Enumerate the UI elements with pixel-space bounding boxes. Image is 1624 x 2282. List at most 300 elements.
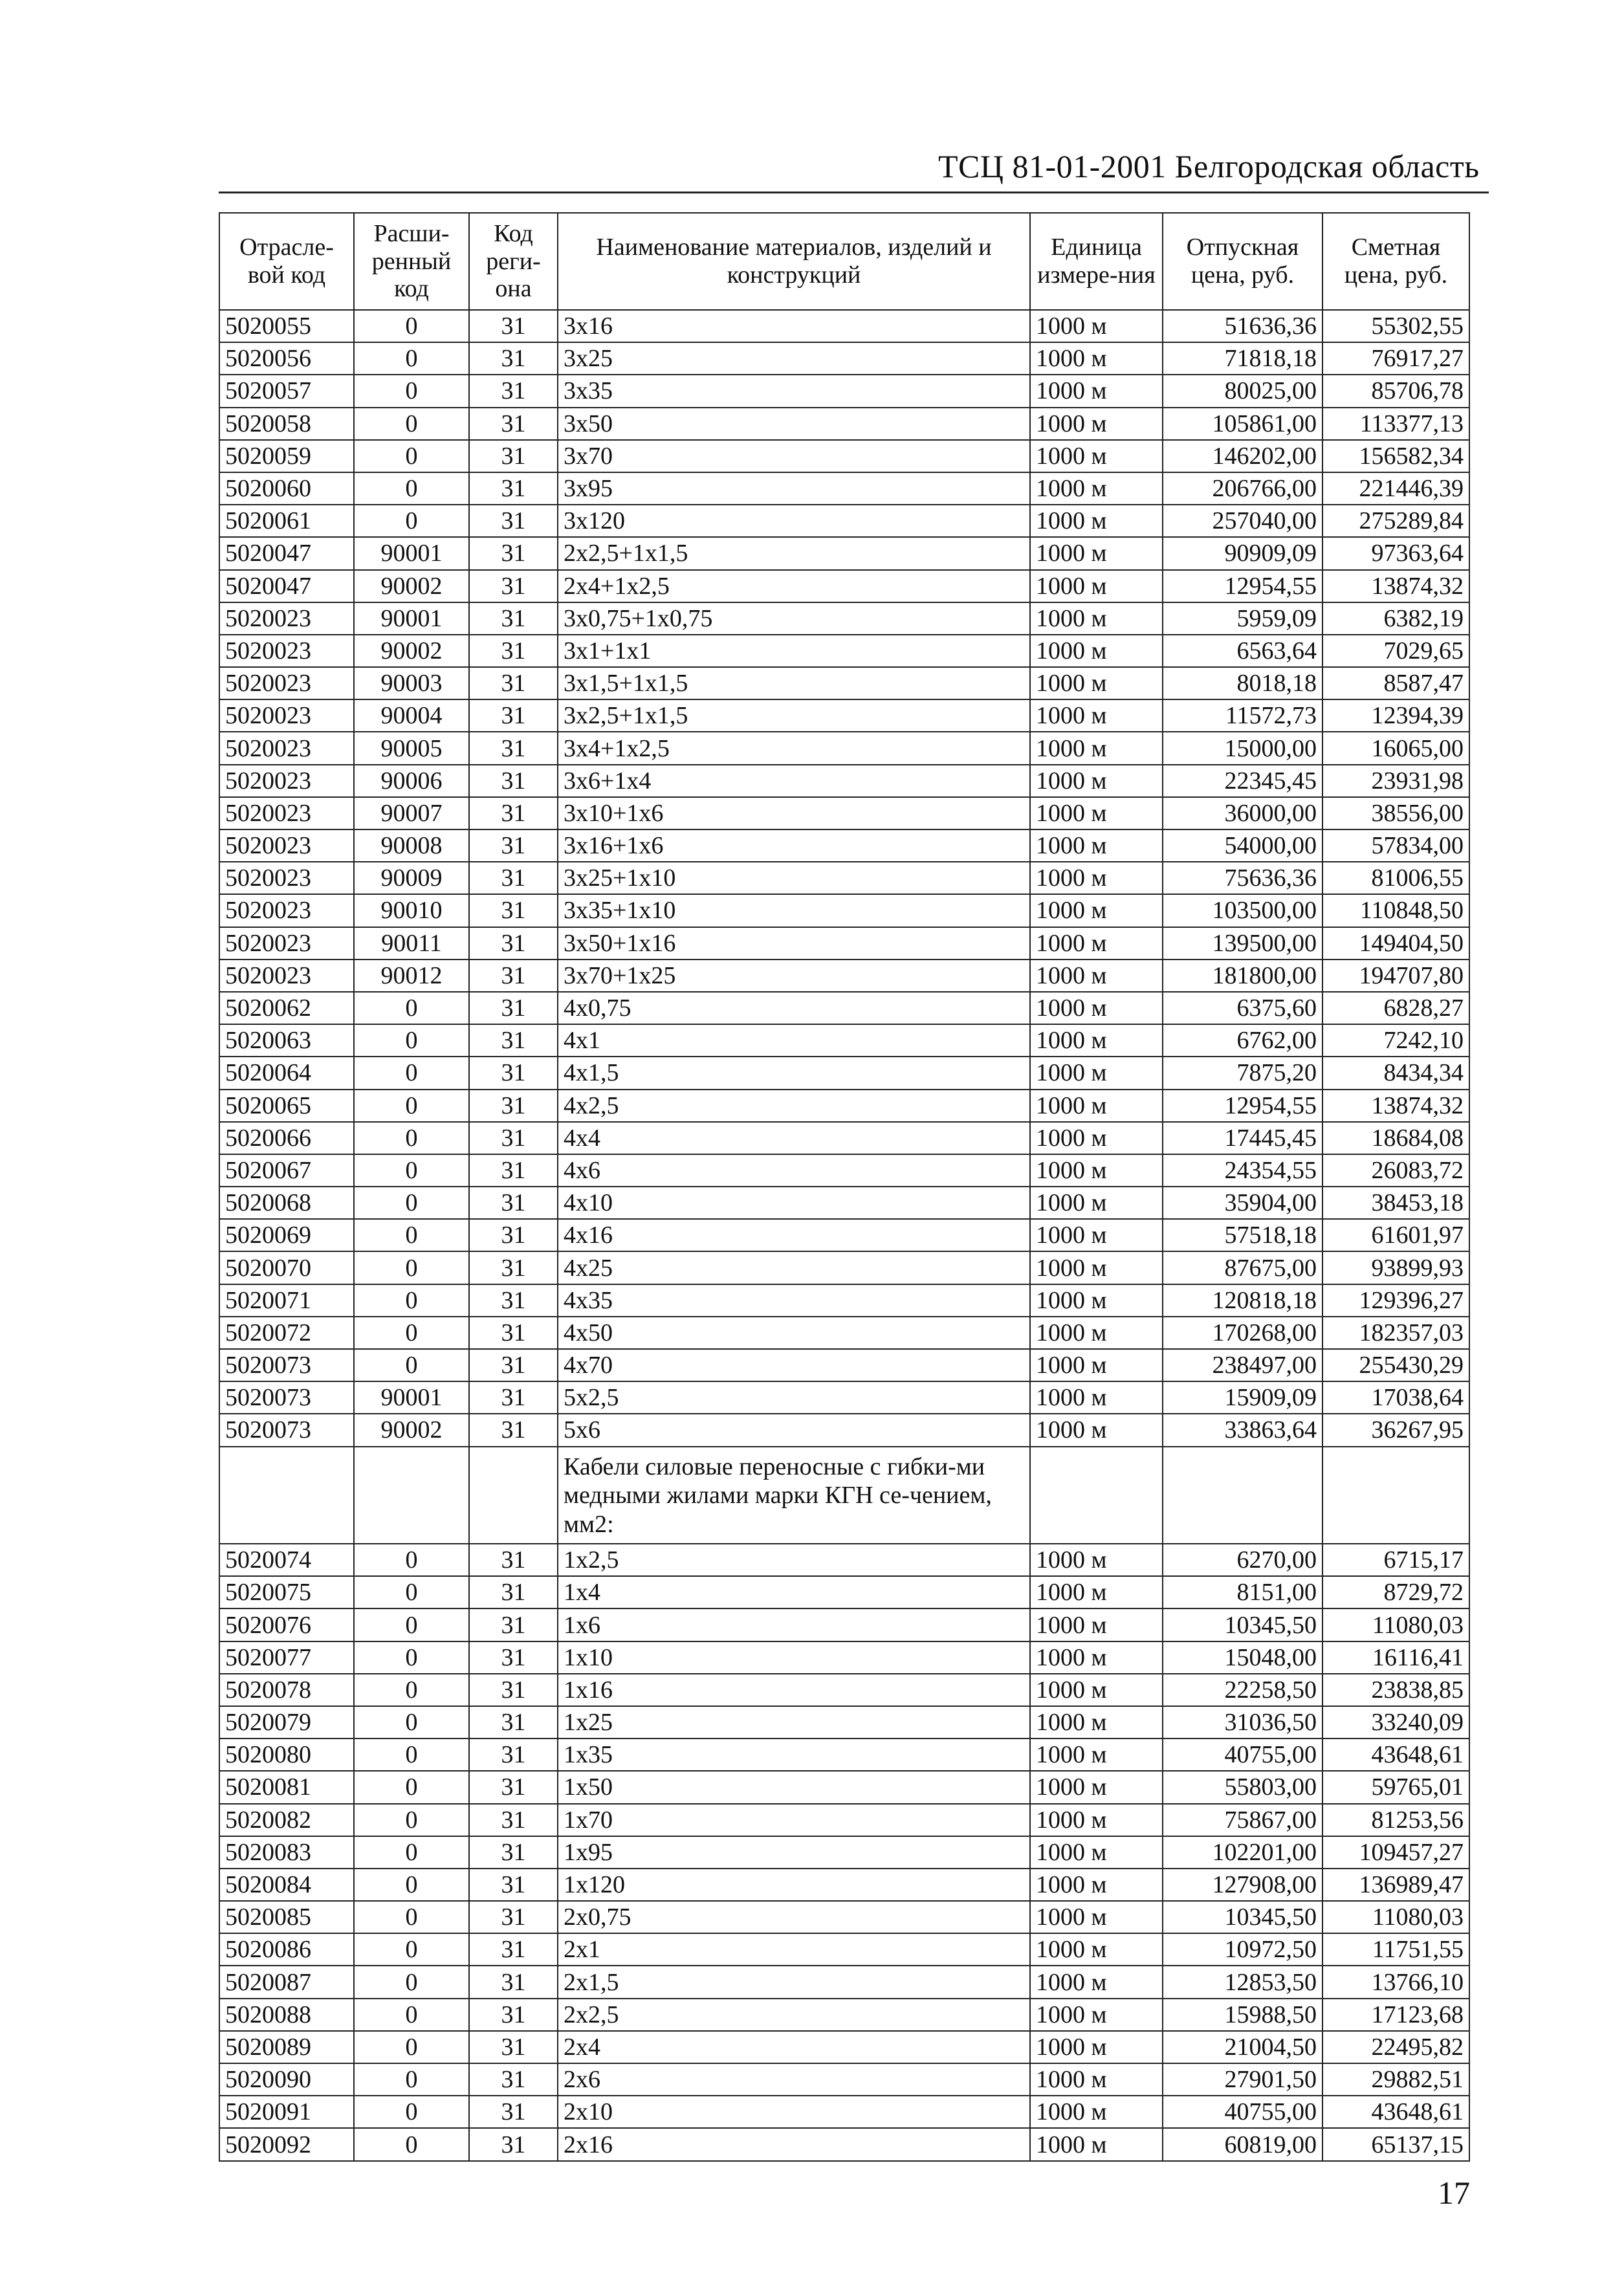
cell-industry-code: 5020055	[219, 310, 354, 342]
table-row	[219, 1381, 1469, 1414]
cell-unit: 1000 м	[1030, 1381, 1163, 1414]
cell-material-name: 1x70	[558, 1804, 1030, 1836]
table-row	[219, 1317, 1469, 1349]
cell-material-name: 4x70	[558, 1349, 1030, 1381]
cell-industry-code: 5020023	[219, 894, 354, 927]
cell-release-price: 12954,55	[1163, 1090, 1322, 1122]
cell-material-name: 4x0,75	[558, 992, 1030, 1024]
cell-industry-code: 5020083	[219, 1836, 354, 1869]
cell-estimate-price: 12394,39	[1322, 699, 1469, 732]
cell-release-price: 22345,45	[1163, 765, 1322, 797]
cell-industry-code: 5020088	[219, 1999, 354, 2031]
cell-industry-code: 5020087	[219, 1966, 354, 1998]
cell-estimate-price: 6382,19	[1322, 602, 1469, 635]
header-divider	[219, 192, 1489, 193]
cell-region-code: 31	[469, 1771, 558, 1803]
table-row	[219, 1869, 1469, 1901]
cell-extended-code: 0	[354, 1641, 469, 1674]
cell-extended-code: 0	[354, 375, 469, 407]
table-row	[219, 699, 1469, 732]
cell-industry-code: 5020023	[219, 829, 354, 862]
cell-material-name: 1x2,5	[558, 1544, 1030, 1576]
cell-industry-code: 5020059	[219, 440, 354, 472]
cell-material-name: 2x1,5	[558, 1966, 1030, 1998]
cell-extended-code: 90010	[354, 894, 469, 927]
cell-region-code: 31	[469, 1966, 558, 1998]
cell-material-name: 4x2,5	[558, 1090, 1030, 1122]
cell-region-code: 31	[469, 375, 558, 407]
cell-extended-code: 0	[354, 1836, 469, 1869]
empty-cell	[469, 1447, 558, 1544]
cell-extended-code: 90012	[354, 960, 469, 992]
empty-cell	[1322, 1447, 1469, 1544]
cell-industry-code: 5020023	[219, 635, 354, 667]
cell-release-price: 7875,20	[1163, 1057, 1322, 1089]
cell-region-code: 31	[469, 1739, 558, 1771]
table-row	[219, 1804, 1469, 1836]
cell-release-price: 146202,00	[1163, 440, 1322, 472]
cell-estimate-price: 17123,68	[1322, 1999, 1469, 2031]
cell-industry-code: 5020064	[219, 1057, 354, 1089]
cell-industry-code: 5020068	[219, 1187, 354, 1219]
cell-region-code: 31	[469, 699, 558, 732]
cell-unit: 1000 м	[1030, 1804, 1163, 1836]
cell-material-name: 4x6	[558, 1154, 1030, 1187]
table-row	[219, 1901, 1469, 1933]
cell-estimate-price: 93899,93	[1322, 1251, 1469, 1284]
table-row	[219, 992, 1469, 1024]
table-row	[219, 2096, 1469, 2128]
cell-release-price: 15988,50	[1163, 1999, 1322, 2031]
cell-release-price: 33863,64	[1163, 1414, 1322, 1446]
cell-extended-code: 0	[354, 472, 469, 505]
cell-material-name: 4x10	[558, 1187, 1030, 1219]
cell-release-price: 10972,50	[1163, 1933, 1322, 1966]
cell-material-name: 3x1+1x1	[558, 635, 1030, 667]
cell-release-price: 40755,00	[1163, 2096, 1322, 2128]
cell-region-code: 31	[469, 1608, 558, 1641]
cell-unit: 1000 м	[1030, 1544, 1163, 1576]
cell-material-name: 1x6	[558, 1608, 1030, 1641]
cell-estimate-price: 136989,47	[1322, 1869, 1469, 1901]
table-row	[219, 1999, 1469, 2031]
cell-material-name: 2x16	[558, 2128, 1030, 2160]
cell-industry-code: 5020023	[219, 765, 354, 797]
cell-estimate-price: 43648,61	[1322, 2096, 1469, 2128]
cell-material-name: 3x70	[558, 440, 1030, 472]
cell-material-name: 3x6+1x4	[558, 765, 1030, 797]
cell-material-name: 2x10	[558, 2096, 1030, 2128]
table-row	[219, 1187, 1469, 1219]
table-row	[219, 732, 1469, 764]
cell-release-price: 120818,18	[1163, 1284, 1322, 1317]
cell-release-price: 257040,00	[1163, 505, 1322, 537]
cell-material-name: 3x1,5+1x1,5	[558, 667, 1030, 699]
column-header-release-price: Отпускная цена, руб.	[1163, 213, 1322, 310]
cell-region-code: 31	[469, 1836, 558, 1869]
cell-region-code: 31	[469, 1414, 558, 1446]
cell-extended-code: 90001	[354, 602, 469, 635]
cell-extended-code: 0	[354, 1576, 469, 1608]
cell-extended-code: 0	[354, 1739, 469, 1771]
cell-region-code: 31	[469, 732, 558, 764]
cell-industry-code: 5020023	[219, 602, 354, 635]
cell-unit: 1000 м	[1030, 1771, 1163, 1803]
cell-industry-code: 5020074	[219, 1544, 354, 1576]
cell-extended-code: 0	[354, 1024, 469, 1057]
cell-material-name: 3x50	[558, 408, 1030, 440]
cell-industry-code: 5020070	[219, 1251, 354, 1284]
cell-extended-code: 0	[354, 992, 469, 1024]
cell-extended-code: 90001	[354, 537, 469, 569]
cell-estimate-price: 26083,72	[1322, 1154, 1469, 1187]
cell-extended-code: 0	[354, 1966, 469, 1998]
table-row	[219, 310, 1469, 342]
cell-release-price: 71818,18	[1163, 342, 1322, 375]
cell-release-price: 51636,36	[1163, 310, 1322, 342]
cell-release-price: 12853,50	[1163, 1966, 1322, 1998]
table-header-row	[219, 213, 1469, 310]
empty-cell	[219, 1447, 354, 1544]
document-title: ТСЦ 81-01-2001 Белгородская область	[938, 148, 1480, 184]
cell-extended-code: 0	[354, 1349, 469, 1381]
cell-industry-code: 5020067	[219, 1154, 354, 1187]
cell-estimate-price: 61601,97	[1322, 1219, 1469, 1251]
cell-estimate-price: 11751,55	[1322, 1933, 1469, 1966]
cell-unit: 1000 м	[1030, 342, 1163, 375]
table-row	[219, 894, 1469, 927]
cell-release-price: 22258,50	[1163, 1674, 1322, 1706]
cell-region-code: 31	[469, 2063, 558, 2096]
cell-region-code: 31	[469, 992, 558, 1024]
cell-material-name: 3x70+1x25	[558, 960, 1030, 992]
cell-estimate-price: 11080,03	[1322, 1901, 1469, 1933]
table-row	[219, 1122, 1469, 1154]
cell-extended-code: 0	[354, 2031, 469, 2063]
cell-material-name: 1x25	[558, 1706, 1030, 1739]
column-header-region-code: Код реги-она	[469, 213, 558, 310]
cell-extended-code: 0	[354, 440, 469, 472]
cell-unit: 1000 м	[1030, 1608, 1163, 1641]
cell-industry-code: 5020047	[219, 537, 354, 569]
cell-extended-code: 90005	[354, 732, 469, 764]
cell-unit: 1000 м	[1030, 440, 1163, 472]
cell-unit: 1000 м	[1030, 797, 1163, 829]
cell-industry-code: 5020077	[219, 1641, 354, 1674]
cell-estimate-price: 16065,00	[1322, 732, 1469, 764]
cell-release-price: 170268,00	[1163, 1317, 1322, 1349]
cell-region-code: 31	[469, 440, 558, 472]
page-number: 17	[1438, 2175, 1470, 2211]
cell-region-code: 31	[469, 1122, 558, 1154]
cell-region-code: 31	[469, 2128, 558, 2160]
cell-extended-code: 0	[354, 1219, 469, 1251]
cell-release-price: 6375,60	[1163, 992, 1322, 1024]
cell-extended-code: 90006	[354, 765, 469, 797]
table-row	[219, 862, 1469, 894]
cell-unit: 1000 м	[1030, 505, 1163, 537]
table-row	[219, 667, 1469, 699]
table-row	[219, 505, 1469, 537]
cell-industry-code: 5020023	[219, 797, 354, 829]
column-header-estimate-price: Сметная цена, руб.	[1322, 213, 1469, 310]
cell-release-price: 139500,00	[1163, 927, 1322, 960]
cell-unit: 1000 м	[1030, 1966, 1163, 1998]
table-row	[219, 1544, 1469, 1576]
cell-release-price: 36000,00	[1163, 797, 1322, 829]
cell-industry-code: 5020080	[219, 1739, 354, 1771]
table-row	[219, 1933, 1469, 1966]
table-row	[219, 1739, 1469, 1771]
cell-extended-code: 0	[354, 1122, 469, 1154]
cell-extended-code: 0	[354, 1674, 469, 1706]
cell-extended-code: 0	[354, 1154, 469, 1187]
table-row	[219, 1641, 1469, 1674]
cell-unit: 1000 м	[1030, 829, 1163, 862]
cell-industry-code: 5020081	[219, 1771, 354, 1803]
cell-release-price: 87675,00	[1163, 1251, 1322, 1284]
cell-estimate-price: 38556,00	[1322, 797, 1469, 829]
cell-extended-code: 90002	[354, 570, 469, 602]
cell-industry-code: 5020082	[219, 1804, 354, 1836]
cell-unit: 1000 м	[1030, 1251, 1163, 1284]
cell-estimate-price: 18684,08	[1322, 1122, 1469, 1154]
cell-industry-code: 5020092	[219, 2128, 354, 2160]
table-row	[219, 765, 1469, 797]
cell-industry-code: 5020023	[219, 960, 354, 992]
cell-region-code: 31	[469, 1187, 558, 1219]
cell-unit: 1000 м	[1030, 1219, 1163, 1251]
cell-unit: 1000 м	[1030, 862, 1163, 894]
table-row	[219, 829, 1469, 862]
table-row	[219, 1674, 1469, 1706]
cell-estimate-price: 156582,34	[1322, 440, 1469, 472]
cell-unit: 1000 м	[1030, 1090, 1163, 1122]
cell-region-code: 31	[469, 310, 558, 342]
cell-release-price: 127908,00	[1163, 1869, 1322, 1901]
cell-release-price: 60819,00	[1163, 2128, 1322, 2160]
cell-material-name: 2x4	[558, 2031, 1030, 2063]
cell-industry-code: 5020073	[219, 1381, 354, 1414]
table-row	[219, 1771, 1469, 1803]
cell-extended-code: 0	[354, 1317, 469, 1349]
cell-release-price: 75636,36	[1163, 862, 1322, 894]
table-row	[219, 602, 1469, 635]
cell-industry-code: 5020078	[219, 1674, 354, 1706]
cell-region-code: 31	[469, 1284, 558, 1317]
cell-extended-code: 0	[354, 310, 469, 342]
cell-release-price: 15909,09	[1163, 1381, 1322, 1414]
cell-unit: 1000 м	[1030, 1999, 1163, 2031]
cell-industry-code: 5020023	[219, 667, 354, 699]
table-body	[219, 310, 1469, 2161]
cell-material-name: 4x25	[558, 1251, 1030, 1284]
cell-unit: 1000 м	[1030, 1057, 1163, 1089]
table-row	[219, 1024, 1469, 1057]
cell-extended-code: 0	[354, 1706, 469, 1739]
cell-release-price: 55803,00	[1163, 1771, 1322, 1803]
cell-material-name: 1x16	[558, 1674, 1030, 1706]
cell-unit: 1000 м	[1030, 1187, 1163, 1219]
cell-extended-code: 0	[354, 2063, 469, 2096]
cell-region-code: 31	[469, 635, 558, 667]
cell-material-name: 3x16	[558, 310, 1030, 342]
cell-unit: 1000 м	[1030, 732, 1163, 764]
cell-extended-code: 90002	[354, 635, 469, 667]
cell-region-code: 31	[469, 472, 558, 505]
cell-industry-code: 5020073	[219, 1414, 354, 1446]
cell-unit: 1000 м	[1030, 537, 1163, 569]
column-header-extended-code: Расши-ренный код	[354, 213, 469, 310]
cell-estimate-price: 81006,55	[1322, 862, 1469, 894]
cell-unit: 1000 м	[1030, 602, 1163, 635]
cell-estimate-price: 85706,78	[1322, 375, 1469, 407]
cell-unit: 1000 м	[1030, 667, 1163, 699]
cell-region-code: 31	[469, 1057, 558, 1089]
cell-industry-code: 5020058	[219, 408, 354, 440]
cell-material-name: 3x95	[558, 472, 1030, 505]
cell-material-name: 1x120	[558, 1869, 1030, 1901]
cell-estimate-price: 59765,01	[1322, 1771, 1469, 1803]
cell-unit: 1000 м	[1030, 1901, 1163, 1933]
cell-region-code: 31	[469, 1641, 558, 1674]
cell-estimate-price: 113377,13	[1322, 408, 1469, 440]
cell-release-price: 24354,55	[1163, 1154, 1322, 1187]
cell-release-price: 21004,50	[1163, 2031, 1322, 2063]
table-row	[219, 2128, 1469, 2160]
cell-estimate-price: 13766,10	[1322, 1966, 1469, 1998]
cell-region-code: 31	[469, 829, 558, 862]
cell-unit: 1000 м	[1030, 1414, 1163, 1446]
cell-estimate-price: 194707,80	[1322, 960, 1469, 992]
cell-release-price: 6270,00	[1163, 1544, 1322, 1576]
table-row	[219, 1414, 1469, 1446]
cell-extended-code: 0	[354, 1933, 469, 1966]
cell-estimate-price: 13874,32	[1322, 570, 1469, 602]
cell-extended-code: 90008	[354, 829, 469, 862]
cell-material-name: 2x6	[558, 2063, 1030, 2096]
cell-unit: 1000 м	[1030, 894, 1163, 927]
price-table	[219, 212, 1470, 2162]
cell-industry-code: 5020023	[219, 699, 354, 732]
cell-region-code: 31	[469, 1869, 558, 1901]
cell-release-price: 57518,18	[1163, 1219, 1322, 1251]
cell-unit: 1000 м	[1030, 2096, 1163, 2128]
cell-industry-code: 5020060	[219, 472, 354, 505]
cell-unit: 1000 м	[1030, 1641, 1163, 1674]
cell-unit: 1000 м	[1030, 1154, 1163, 1187]
table-row	[219, 1057, 1469, 1089]
cell-estimate-price: 255430,29	[1322, 1349, 1469, 1381]
cell-region-code: 31	[469, 570, 558, 602]
cell-region-code: 31	[469, 1251, 558, 1284]
cell-region-code: 31	[469, 960, 558, 992]
cell-material-name: 5x2,5	[558, 1381, 1030, 1414]
cell-estimate-price: 8729,72	[1322, 1576, 1469, 1608]
cell-estimate-price: 275289,84	[1322, 505, 1469, 537]
cell-industry-code: 5020085	[219, 1901, 354, 1933]
cell-material-name: 3x2,5+1x1,5	[558, 699, 1030, 732]
cell-estimate-price: 7242,10	[1322, 1024, 1469, 1057]
cell-unit: 1000 м	[1030, 960, 1163, 992]
cell-region-code: 31	[469, 2096, 558, 2128]
cell-industry-code: 5020023	[219, 927, 354, 960]
cell-industry-code: 5020065	[219, 1090, 354, 1122]
cell-extended-code: 0	[354, 1187, 469, 1219]
cell-unit: 1000 м	[1030, 1674, 1163, 1706]
cell-release-price: 35904,00	[1163, 1187, 1322, 1219]
cell-release-price: 15000,00	[1163, 732, 1322, 764]
cell-release-price: 6563,64	[1163, 635, 1322, 667]
cell-estimate-price: 7029,65	[1322, 635, 1469, 667]
cell-extended-code: 0	[354, 1284, 469, 1317]
cell-extended-code: 90001	[354, 1381, 469, 1414]
table-row	[219, 927, 1469, 960]
cell-unit: 1000 м	[1030, 472, 1163, 505]
cell-extended-code: 0	[354, 342, 469, 375]
cell-release-price: 15048,00	[1163, 1641, 1322, 1674]
cell-material-name: 1x35	[558, 1739, 1030, 1771]
cell-material-name: 1x4	[558, 1576, 1030, 1608]
cell-region-code: 31	[469, 1219, 558, 1251]
cell-release-price: 103500,00	[1163, 894, 1322, 927]
cell-unit: 1000 м	[1030, 699, 1163, 732]
cell-unit: 1000 м	[1030, 1317, 1163, 1349]
cell-material-name: 2x2,5+1x1,5	[558, 537, 1030, 569]
cell-region-code: 31	[469, 505, 558, 537]
table-row	[219, 1576, 1469, 1608]
cell-unit: 1000 м	[1030, 1024, 1163, 1057]
cell-region-code: 31	[469, 1349, 558, 1381]
cell-estimate-price: 149404,50	[1322, 927, 1469, 960]
cell-estimate-price: 23838,85	[1322, 1674, 1469, 1706]
cell-unit: 1000 м	[1030, 1576, 1163, 1608]
cell-estimate-price: 221446,39	[1322, 472, 1469, 505]
cell-region-code: 31	[469, 2031, 558, 2063]
cell-industry-code: 5020079	[219, 1706, 354, 1739]
cell-unit: 1000 м	[1030, 570, 1163, 602]
cell-industry-code: 5020069	[219, 1219, 354, 1251]
cell-material-name: 3x16+1x6	[558, 829, 1030, 862]
cell-material-name: 2x4+1x2,5	[558, 570, 1030, 602]
cell-release-price: 27901,50	[1163, 2063, 1322, 2096]
table-row	[219, 1836, 1469, 1869]
cell-industry-code: 5020023	[219, 862, 354, 894]
cell-industry-code: 5020063	[219, 1024, 354, 1057]
cell-extended-code: 90007	[354, 797, 469, 829]
cell-unit: 1000 м	[1030, 1706, 1163, 1739]
cell-unit: 1000 м	[1030, 2063, 1163, 2096]
cell-region-code: 31	[469, 537, 558, 569]
cell-extended-code: 0	[354, 2096, 469, 2128]
table-row	[219, 375, 1469, 407]
cell-industry-code: 5020091	[219, 2096, 354, 2128]
cell-extended-code: 0	[354, 1901, 469, 1933]
cell-extended-code: 90011	[354, 927, 469, 960]
cell-unit: 1000 м	[1030, 2128, 1163, 2160]
cell-extended-code: 0	[354, 1771, 469, 1803]
column-header-material-name: Наименование материалов, изделий и конструкций	[558, 213, 1030, 310]
table-row	[219, 1966, 1469, 1998]
column-header-unit: Единица измере-ния	[1030, 213, 1163, 310]
table-row	[219, 472, 1469, 505]
cell-industry-code: 5020073	[219, 1349, 354, 1381]
cell-unit: 1000 м	[1030, 310, 1163, 342]
cell-industry-code: 5020072	[219, 1317, 354, 1349]
cell-release-price: 181800,00	[1163, 960, 1322, 992]
cell-estimate-price: 38453,18	[1322, 1187, 1469, 1219]
cell-estimate-price: 33240,09	[1322, 1706, 1469, 1739]
